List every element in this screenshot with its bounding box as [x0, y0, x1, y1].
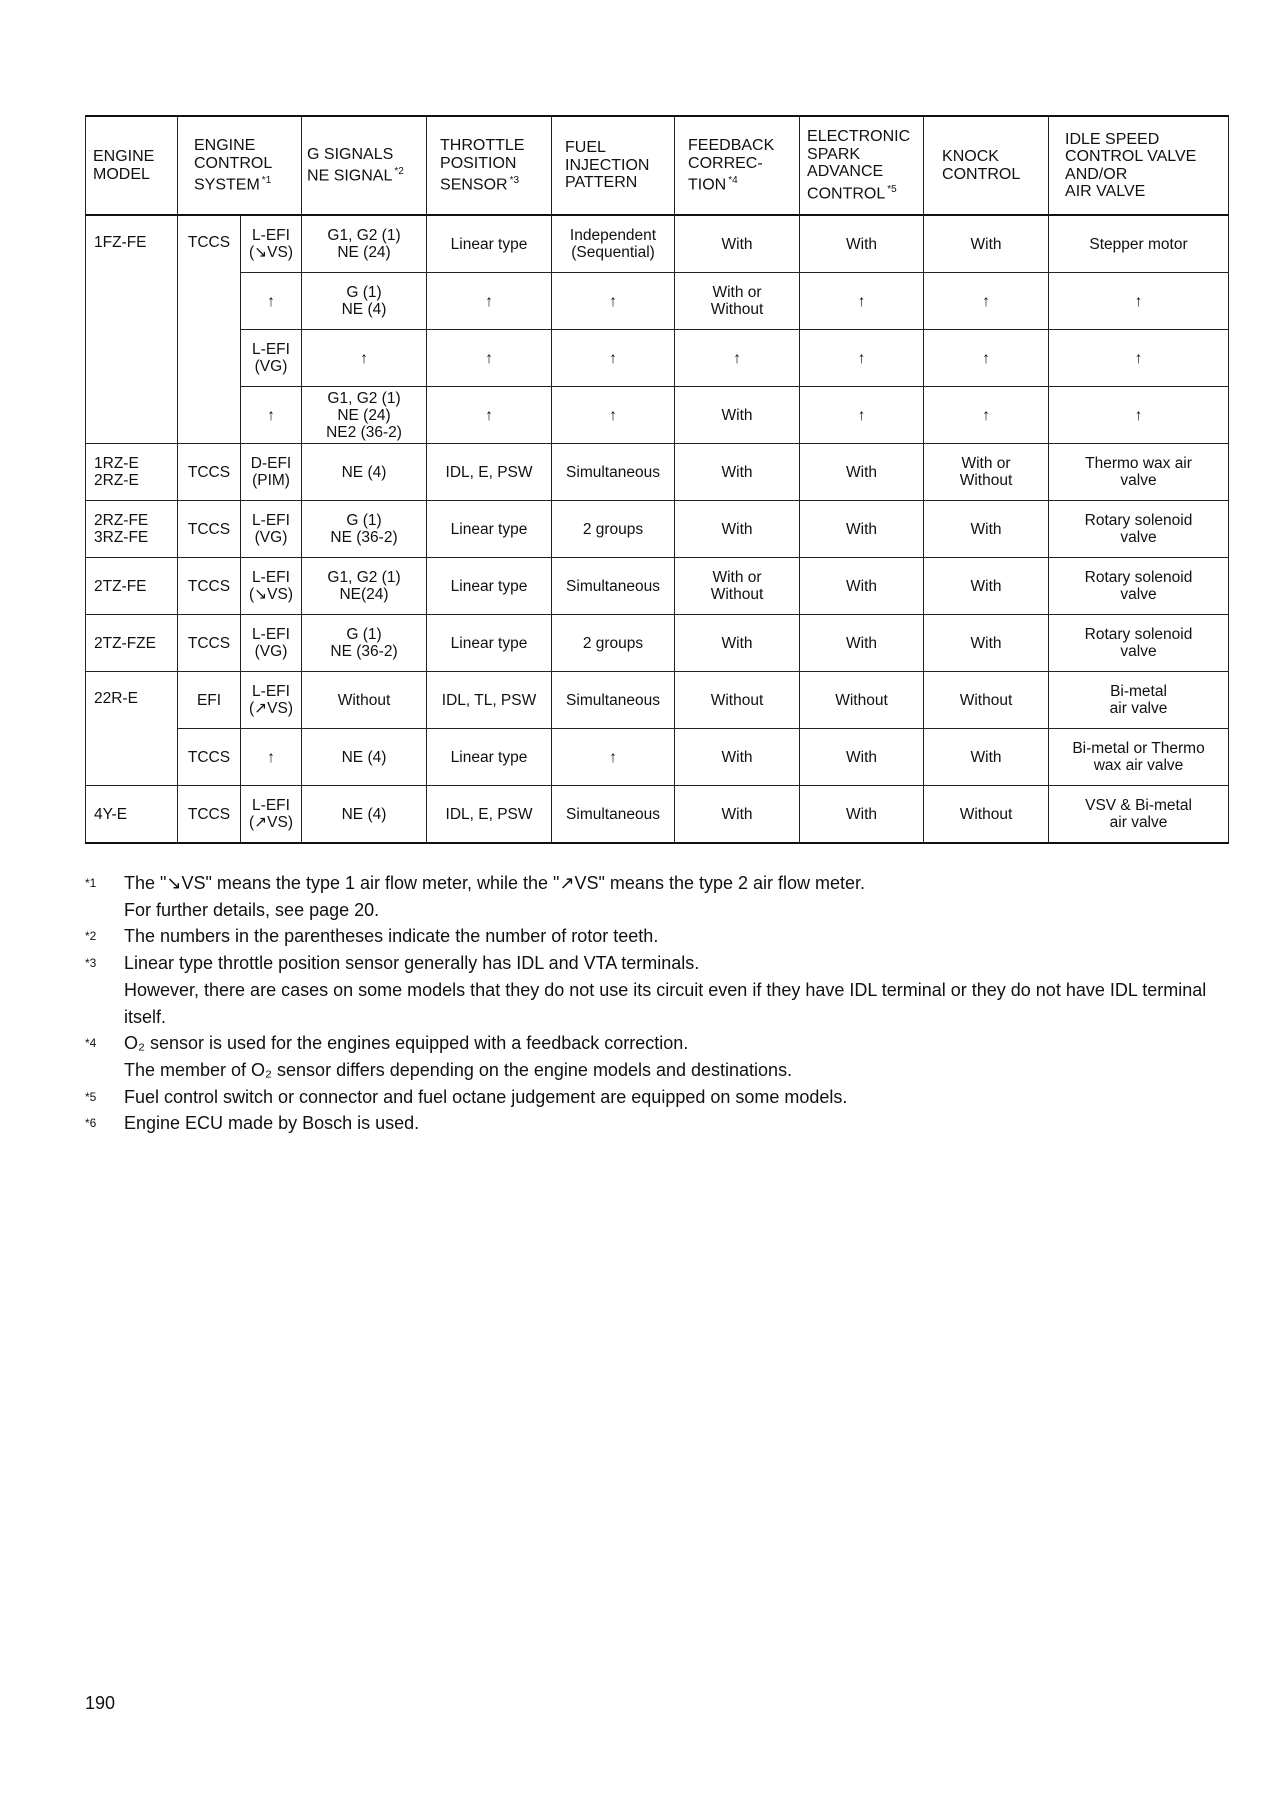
cell: With: [924, 215, 1049, 273]
footnote-text: Engine ECU made by Bosch is used.: [124, 1113, 420, 1134]
cell: TCCS: [178, 615, 241, 672]
table-row: [86, 273, 1229, 330]
footnote-mark: *6: [85, 1116, 97, 1131]
cell: L-EFI (↗VS): [241, 672, 302, 729]
header-throttle-position-sensor: THROTTLE POSITION SENSOR $^{*3}$: [427, 116, 552, 215]
footnote-mark: *3: [85, 956, 97, 971]
cell: Rotary solenoid valve: [1049, 558, 1229, 615]
cell: ↑: [427, 330, 552, 387]
cell: With: [675, 444, 800, 501]
cell: With: [800, 558, 924, 615]
cell: With: [675, 215, 800, 273]
cell: With or Without: [675, 558, 800, 615]
cell: ↑: [675, 330, 800, 387]
cell-system: TCCS: [178, 215, 241, 444]
cell: Simultaneous: [552, 558, 675, 615]
cell: L-EFI (VG): [241, 501, 302, 558]
footnote: [85, 1084, 1245, 1111]
cell: ↑: [552, 729, 675, 786]
table-row: [86, 444, 1229, 501]
cell: With or Without: [924, 444, 1049, 501]
footnote-mark: *1: [85, 876, 97, 890]
cell: 2 groups: [552, 615, 675, 672]
cell: 2 groups: [552, 501, 675, 558]
cell: With or Without: [675, 273, 800, 330]
cell: G (1) NE (36-2): [302, 615, 427, 672]
cell: Linear type: [427, 215, 552, 273]
cell: With: [800, 729, 924, 786]
cell: With: [800, 786, 924, 844]
header-g-ne-signals: G SIGNALS NE SIGNAL $^{*2}$: [302, 116, 427, 215]
cell: ↑: [427, 387, 552, 444]
cell: Simultaneous: [552, 444, 675, 501]
cell: Bi-metal or Thermo wax air valve: [1049, 729, 1229, 786]
cell-engine-model: 1RZ-E 2RZ-E: [86, 444, 178, 501]
table-row: [86, 558, 1229, 615]
cell-engine-model: 22R-E: [86, 672, 178, 786]
page-number: 190: [85, 1693, 116, 1713]
footnote-text: Linear type throttle position sensor generally has IDL and VTA terminals. However, there are cases on some models that they do not use its circuit even if they have IDL terminal or they do not have IDL terminal itself.: [124, 953, 1207, 1027]
cell: ↑: [1049, 330, 1229, 387]
table-row: [86, 501, 1229, 558]
cell: IDL, E, PSW: [427, 786, 552, 844]
footnotes: [85, 870, 1245, 1137]
cell: G (1) NE (4): [302, 273, 427, 330]
cell: TCCS: [178, 501, 241, 558]
cell: Without: [302, 672, 427, 729]
cell: L-EFI (VG): [241, 330, 302, 387]
cell: ↑: [241, 387, 302, 444]
table-row: [86, 330, 1229, 387]
cell: ↑: [924, 330, 1049, 387]
footnote-text: Fuel control switch or connector and fuel octane judgement are equipped on some models.: [124, 1086, 848, 1107]
cell: With: [675, 387, 800, 444]
cell: G1, G2 (1) NE (24) NE2 (36-2): [302, 387, 427, 444]
cell-engine-model: 4Y-E: [86, 786, 178, 844]
cell: L-EFI (↘VS): [241, 558, 302, 615]
cell: ↑: [302, 330, 427, 387]
cell: Bi-metal air valve: [1049, 672, 1229, 729]
cell: With: [800, 501, 924, 558]
footnote: [85, 1110, 1245, 1137]
cell: ↑: [1049, 273, 1229, 330]
cell: NE (4): [302, 786, 427, 844]
cell: IDL, TL, PSW: [427, 672, 552, 729]
footnote-text: O₂ sensor is used for the engines equipped with a feedback correction. The member of O₂ sensor differs depending on the engine models and destinations.: [124, 1033, 793, 1080]
cell: L-EFI (↘VS): [241, 215, 302, 273]
table-row: [86, 786, 1229, 844]
cell: ↑: [924, 273, 1049, 330]
cell: Linear type: [427, 501, 552, 558]
cell: ↑: [552, 330, 675, 387]
cell: TCCS: [178, 444, 241, 501]
engine-spec-table: [85, 115, 1229, 844]
cell: With: [800, 615, 924, 672]
table-row: [86, 729, 1229, 786]
cell: L-EFI (↗VS): [241, 786, 302, 844]
cell: TCCS: [178, 786, 241, 844]
header-feedback-correction: FEEDBACK CORREC- TION $^{*4}$: [675, 116, 800, 215]
cell: With: [924, 501, 1049, 558]
cell: Linear type: [427, 558, 552, 615]
cell: Linear type: [427, 615, 552, 672]
cell: With: [675, 729, 800, 786]
cell: ↑: [241, 273, 302, 330]
header-fuel-injection-pattern: FUEL INJECTION PATTERN: [552, 116, 675, 215]
cell: TCCS: [178, 558, 241, 615]
cell: TCCS: [178, 729, 241, 786]
cell: Rotary solenoid valve: [1049, 501, 1229, 558]
cell: Independent (Sequential): [552, 215, 675, 273]
cell: Without: [924, 672, 1049, 729]
cell: Without: [675, 672, 800, 729]
cell-engine-model: 2TZ-FZE: [86, 615, 178, 672]
cell: ↑: [427, 273, 552, 330]
header-spark-advance: ELECTRONIC SPARK ADVANCE CONTROL $^{*5}$: [800, 116, 924, 215]
header-engine-control-system: ENGINE CONTROL SYSTEM $^{*1}$: [178, 116, 302, 215]
footnote: [85, 923, 1245, 950]
header-knock-control: KNOCK CONTROL: [924, 116, 1049, 215]
cell: ↑: [552, 273, 675, 330]
cell: Simultaneous: [552, 786, 675, 844]
cell-engine-model: 2TZ-FE: [86, 558, 178, 615]
footnote-mark: *2: [85, 929, 97, 944]
cell: EFI: [178, 672, 241, 729]
cell: G1, G2 (1) NE (24): [302, 215, 427, 273]
cell: Stepper motor: [1049, 215, 1229, 273]
footnote-text: The numbers in the parentheses indicate the number of rotor teeth.: [124, 926, 659, 947]
cell: With: [924, 729, 1049, 786]
cell: ↑: [924, 387, 1049, 444]
cell: IDL, E, PSW: [427, 444, 552, 501]
cell: With: [924, 558, 1049, 615]
cell: G (1) NE (36-2): [302, 501, 427, 558]
cell: Simultaneous: [552, 672, 675, 729]
cell: With: [675, 501, 800, 558]
cell: ↑: [1049, 387, 1229, 444]
cell: ↑: [800, 330, 924, 387]
cell-engine-model: 1FZ-FE: [86, 215, 178, 444]
cell: ↑: [241, 729, 302, 786]
footnote: [85, 1030, 1245, 1083]
cell: ↑: [552, 387, 675, 444]
footnote: [85, 950, 1245, 1030]
cell: ↑: [800, 273, 924, 330]
cell: Rotary solenoid valve: [1049, 615, 1229, 672]
table-row: [86, 387, 1229, 444]
cell: D-EFI (PIM): [241, 444, 302, 501]
cell: ↑: [800, 387, 924, 444]
table-row: [86, 672, 1229, 729]
table-row: [86, 615, 1229, 672]
cell: With: [800, 444, 924, 501]
cell: NE (4): [302, 729, 427, 786]
header-idle-speed-control: IDLE SPEED CONTROL VALVE AND/OR AIR VALVE: [1049, 116, 1229, 215]
footnote: [85, 870, 1245, 923]
cell: Without: [800, 672, 924, 729]
footnote-mark: *5: [85, 1089, 97, 1104]
cell: Thermo wax air valve: [1049, 444, 1229, 501]
cell-engine-model: 2RZ-FE 3RZ-FE: [86, 501, 178, 558]
cell: With: [675, 615, 800, 672]
header-engine-model: ENGINE MODEL: [86, 116, 178, 215]
cell: NE (4): [302, 444, 427, 501]
cell: With: [924, 615, 1049, 672]
cell: Without: [924, 786, 1049, 844]
cell: G1, G2 (1) NE(24): [302, 558, 427, 615]
cell: Linear type: [427, 729, 552, 786]
footnote-text: The "↘VS" means the type 1 air flow meter, while the "↗VS" means the type 2 air flow meter. For further details, see page 20.: [124, 873, 866, 920]
footnote-mark: *4: [85, 1036, 97, 1051]
header-row: [86, 116, 1229, 215]
cell: VSV & Bi-metal air valve: [1049, 786, 1229, 844]
cell: With: [800, 215, 924, 273]
cell: With: [675, 786, 800, 844]
cell: L-EFI (VG): [241, 615, 302, 672]
table-row: [86, 215, 1229, 273]
